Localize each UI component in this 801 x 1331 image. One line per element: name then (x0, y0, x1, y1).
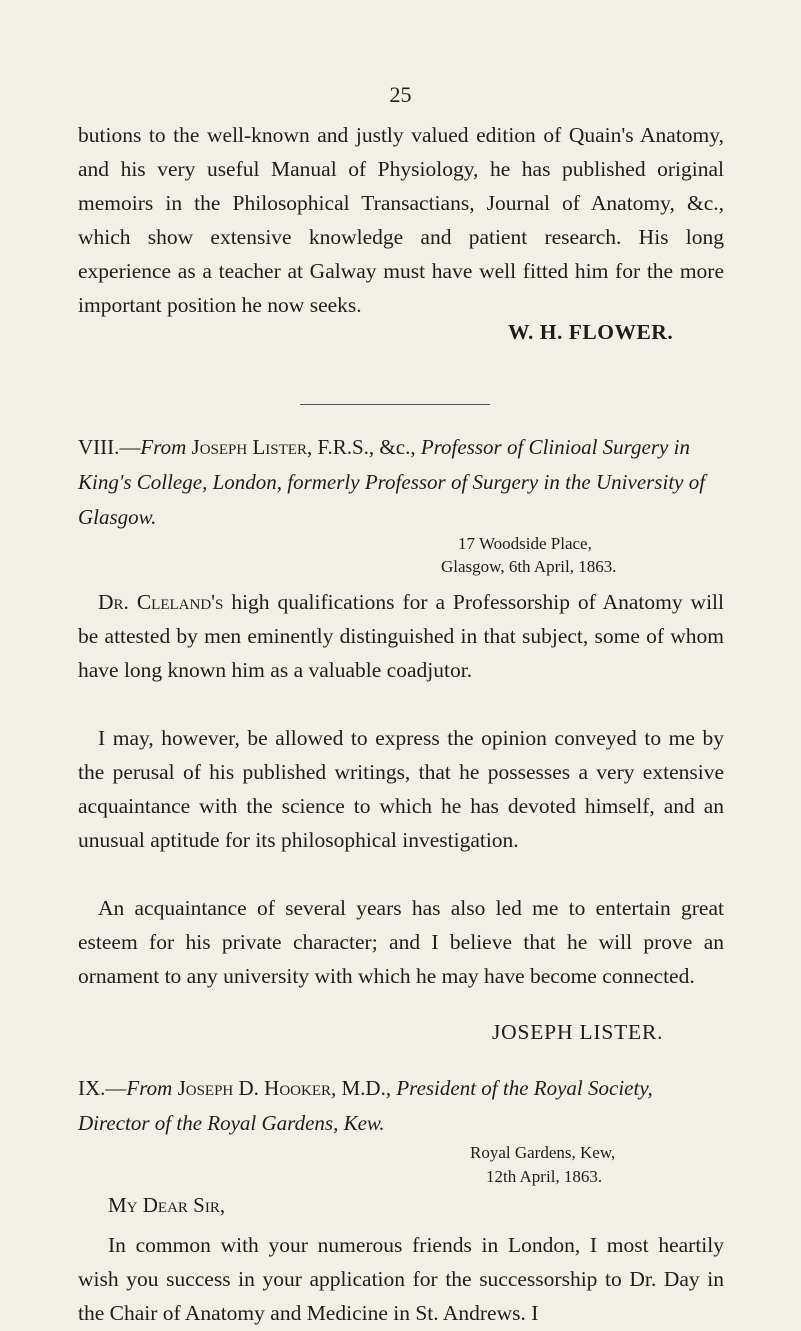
section-divider (300, 404, 490, 405)
section-viii-para1-lead: Dr. Cleland's (98, 590, 224, 614)
lister-signature: JOSEPH LISTER. (492, 1020, 664, 1044)
section-viii-paragraph-3: An acquaintance of several years has also led me to entertain great esteem for his private character; and I believe that he will prove an ornament to any university with which he may have become connected. (78, 896, 724, 988)
flower-letter-paragraph: butions to the well-known and justly valued edition of Quain's Anatomy, and his very useful Manual of Physiology, he has published original memoirs in the Philosophical Transactians, Journal of Anatomy, &c., which show extensive knowledge and patient research. His long experience as a teacher at Galway must have well fitted him for the more important position he now seeks. (78, 123, 724, 317)
section-ix-from: From (126, 1076, 173, 1100)
section-ix-title: President of the Royal Society, Director of the Royal Gardens, Kew. (78, 1076, 653, 1135)
section-viii-etc: &c., (379, 435, 416, 459)
section-viii-numeral: VIII.— (78, 435, 141, 459)
flower-signature: W. H. FLOWER. (508, 320, 674, 344)
section-viii-paragraph-2: I may, however, be allowed to express the opinion conveyed to me by the perusal of his published writings, that he possesses a very extensive acquaintance with the science to which he has devoted himself, and an unusual aptitude for its philosophical investigation. (78, 726, 724, 852)
section-viii-paragraph-1 (78, 585, 724, 687)
section-ix-heading (78, 1071, 728, 1141)
section-viii-address-line2: Glasgow, 6th April, 1863. (441, 557, 617, 576)
section-viii-para1-text: high qualifications for a Professorship of Anatomy will be attested by men eminently distinguished in that subject, some of whom have long known him as a valuable coadjutor. (78, 590, 724, 682)
section-viii-from: From (140, 435, 187, 459)
section-ix-paragraph-1: In common with your numerous friends in London, I most heartily wish you success in your application for the successorship to Dr. Day in the Chair of Anatomy and Medicine in St. Andrews. I (78, 1233, 724, 1325)
section-viii-name: Joseph Lister, F.R.S., (191, 435, 375, 459)
section-ix-numeral: IX.— (78, 1076, 127, 1100)
section-ix-address-line2: 12th April, 1863. (486, 1167, 603, 1186)
section-ix-salutation: My Dear Sir, (108, 1193, 226, 1217)
page-number: 25 (389, 82, 412, 107)
section-ix-address-line1: Royal Gardens, Kew, (470, 1143, 616, 1162)
section-viii-address-line1: 17 Woodside Place, (458, 534, 592, 553)
section-viii-title: Professor of Clinioal Surgery in King's College, London, formerly Professor of Surgery in the University of Glasgow. (78, 435, 706, 529)
section-viii-heading (78, 430, 728, 535)
section-ix-name: Joseph D. Hooker, M.D., (177, 1076, 392, 1100)
